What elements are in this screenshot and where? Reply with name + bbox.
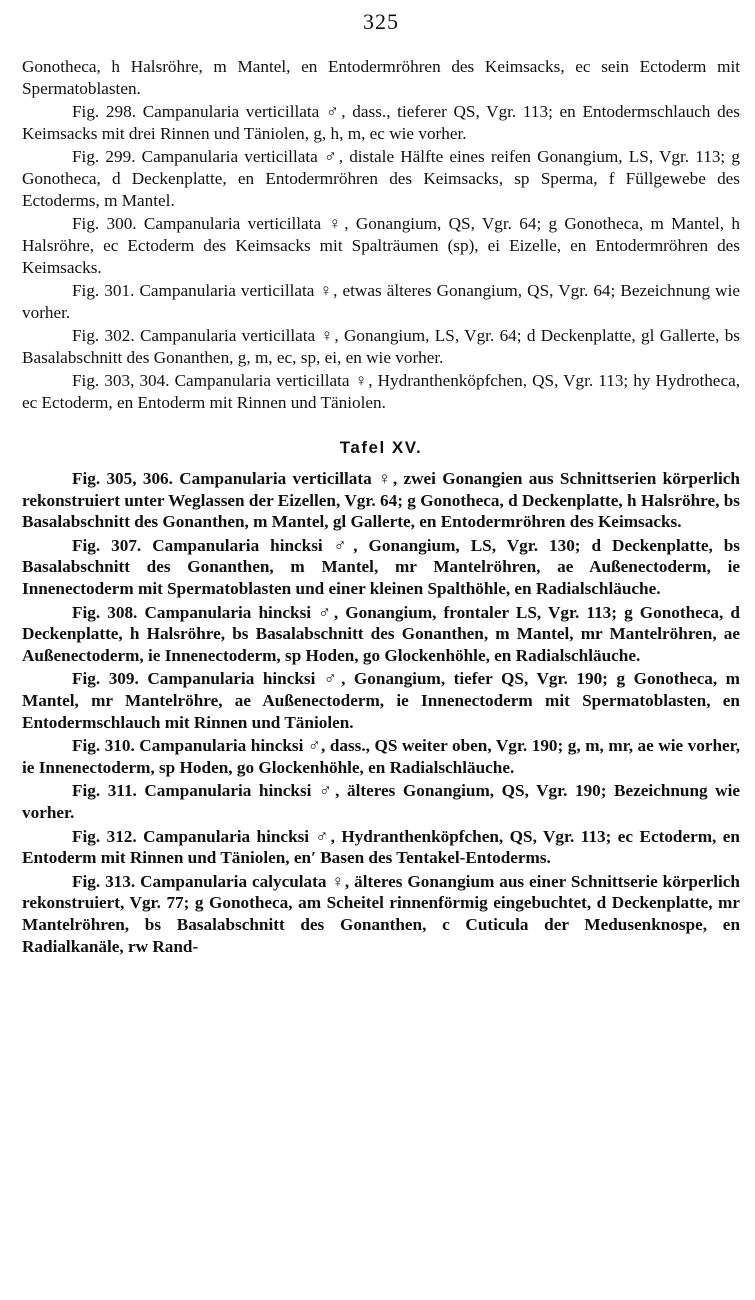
figure-caption-305-306: Fig. 305, 306. Campanularia verticillata ♀, zwei Gonangien aus Schnittserien körperlich rekonstruiert unter Weglassen der Eizellen, Vgr. 64; g Gonotheca, d Deckenplatte, h Halsröhre, bs Basalabschnitt des Gonanthen, m Mantel, gl Gallerte, en Entodermröhren des Keimsacks. (22, 468, 740, 532)
bottom-section (22, 468, 740, 958)
figure-caption-311: Fig. 311. Campanularia hincksi ♂, älteres Gonangium, QS, Vgr. 190; Bezeichnung wie vorher. (22, 781, 740, 823)
section-title: Tafel XV. (339, 437, 423, 457)
figure-caption-303-304: Fig. 303, 304. Campanularia verticillata ♀, Hydranthenköpfchen, QS, Vgr. 113; hy Hydrotheca, ec Ectoderm, en Entoderm mit Rinnen und Täniolen. (22, 371, 740, 412)
figure-caption-299: Fig. 299. Campanularia verticillata ♂, distale Hälfte eines reifen Gonangium, LS, Vgr. 113; g Gonotheca, d Deckenplatte, en Entodermröhren des Keimsacks, sp Sperma, f Füllgewebe des Ectoderms, m Mantel. (22, 147, 740, 210)
page-number: 325 (363, 9, 399, 34)
figure-caption-300: Fig. 300. Campanularia verticillata ♀, Gonangium, QS, Vgr. 64; g Gonotheca, m Mantel, h Halsröhre, ec Ectoderm des Keimsacks mit Spalträumen (sp), ei Eizelle, en Entodermröhren des Keimsacks. (22, 214, 740, 277)
figure-caption-307: Fig. 307. Campanularia hincksi ♂, Gonangium, LS, Vgr. 130; d Deckenplatte, bs Basalabschnitt des Gonanthen, m Mantel, mr Mantelröhren, ae Außenectoderm, ie Innenectoderm mit Spermatoblasten und einer kleinen Spalthöhle, en Radialschläuche. (22, 535, 740, 599)
figure-caption-302: Fig. 302. Campanularia verticillata ♀, Gonangium, LS, Vgr. 64; d Deckenplatte, gl Gallerte, bs Basalabschnitt des Gonanthen, g, m, ec, sp, ei, en wie vorher. (22, 326, 740, 367)
figure-caption-308: Fig. 308. Campanularia hincksi ♂, Gonangium, frontaler LS, Vgr. 113; g Gonotheca, d Deckenplatte, h Halsröhre, bs Basalabschnitt des Gonanthen, m Mantel, mr Mantelröhren, ae Außenectoderm, ie Innenectoderm, sp Hoden, go Glockenhöhle, en Radialschläuche. (22, 602, 740, 666)
figure-caption-298: Fig. 298. Campanularia verticillata ♂, dass., tieferer QS, Vgr. 113; en Entodermschlauch des Keimsacks mit drei Rinnen und Täniolen, g, h, m, ec wie vorher. (22, 102, 740, 143)
figure-caption-309: Fig. 309. Campanularia hincksi ♂, Gonangium, tiefer QS, Vgr. 190; g Gonotheca, m Mantel, mr Mantelröhre, ae Außenectoderm, ie Innenectoderm mit Spermatoblasten, en Entodermschlauch mit Rinnen und Täniolen. (22, 669, 740, 733)
document-page (22, 8, 740, 959)
figure-caption-312: Fig. 312. Campanularia hincksi ♂, Hydranthenköpfchen, QS, Vgr. 113; ec Ectoderm, en Entoderm mit Rinnen und Täniolen, en′ Basen des Tentakel-Entoderms. (22, 826, 740, 868)
paragraph: Gonotheca, h Halsröhre, m Mantel, en Entodermröhren des Keimsacks, ec sein Ectoderm mit Spermatoblasten. (22, 57, 740, 98)
top-section (22, 56, 740, 414)
figure-caption-301: Fig. 301. Campanularia verticillata ♀, etwas älteres Gonangium, QS, Vgr. 64; Bezeichnung wie vorher. (22, 280, 740, 322)
figure-caption-313: Fig. 313. Campanularia calyculata ♀, älteres Gonangium aus einer Schnittserie körperlich rekonstruiert, Vgr. 77; g Gonotheca, am Scheitel rinnenförmig eingebuchtet, d Deckenplatte, mr Mantelröhren, bs Basalabschnitt des Gonanthen, c Cuticula der Medusenknospe, en Radialkanäle, rw Rand- (22, 871, 740, 956)
figure-caption-310: Fig. 310. Campanularia hincksi ♂, dass., QS weiter oben, Vgr. 190; g, m, mr, ae wie vorher, ie Innenectoderm, sp Hoden, go Glockenhöhle, en Radialschläuche. (22, 736, 740, 778)
